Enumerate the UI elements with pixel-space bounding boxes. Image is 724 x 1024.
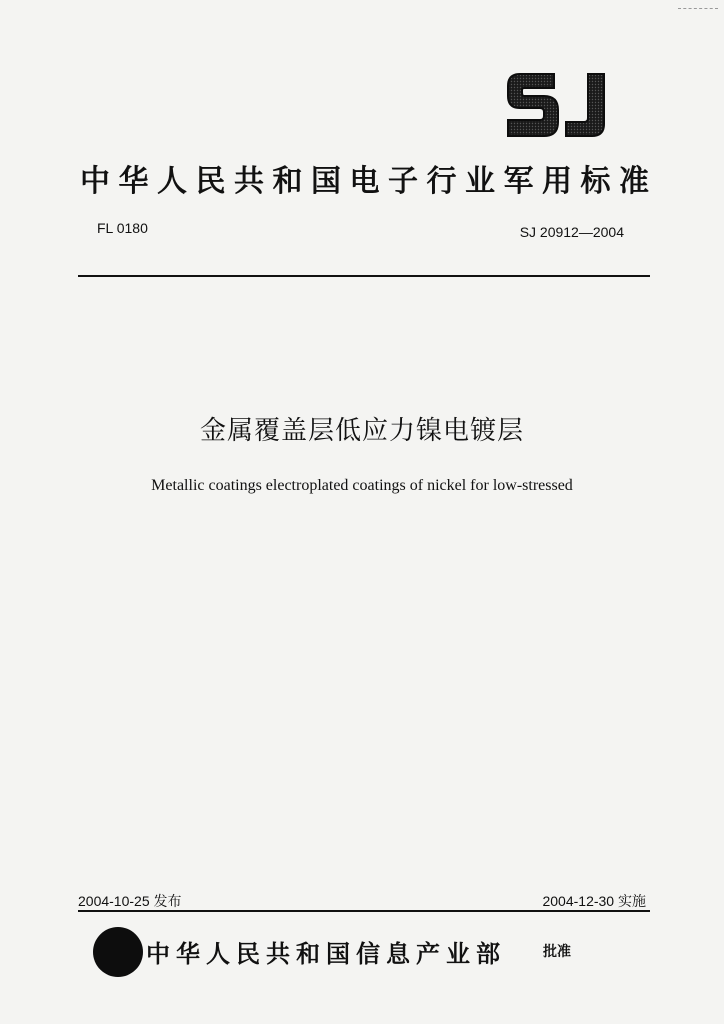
footer-rule (78, 910, 650, 912)
sj-logo-graphic (504, 68, 612, 142)
standard-number: SJ 20912—2004 (519, 224, 624, 240)
issuing-authority: 中华人民共和国信息产业部 (146, 940, 506, 968)
document-title-english: Metallic coatings electroplated coatings of nickel for low-stressed (151, 477, 573, 494)
sj-logo (504, 68, 612, 142)
ministry-emblem-icon (93, 927, 143, 977)
scan-edge-mark (678, 8, 718, 11)
implementation-date: 2004-12-30 实施 (542, 893, 646, 909)
header-rule (78, 275, 650, 277)
approval-label: 批准 (543, 944, 571, 960)
issue-date: 2004-10-25 发布 (78, 893, 182, 909)
document-title-chinese: 金属覆盖层低应力镍电镀层 (199, 416, 524, 446)
classification-code: FL 0180 (97, 220, 148, 236)
standard-title: 中华人民共和国电子行业军用标准 (80, 164, 658, 199)
